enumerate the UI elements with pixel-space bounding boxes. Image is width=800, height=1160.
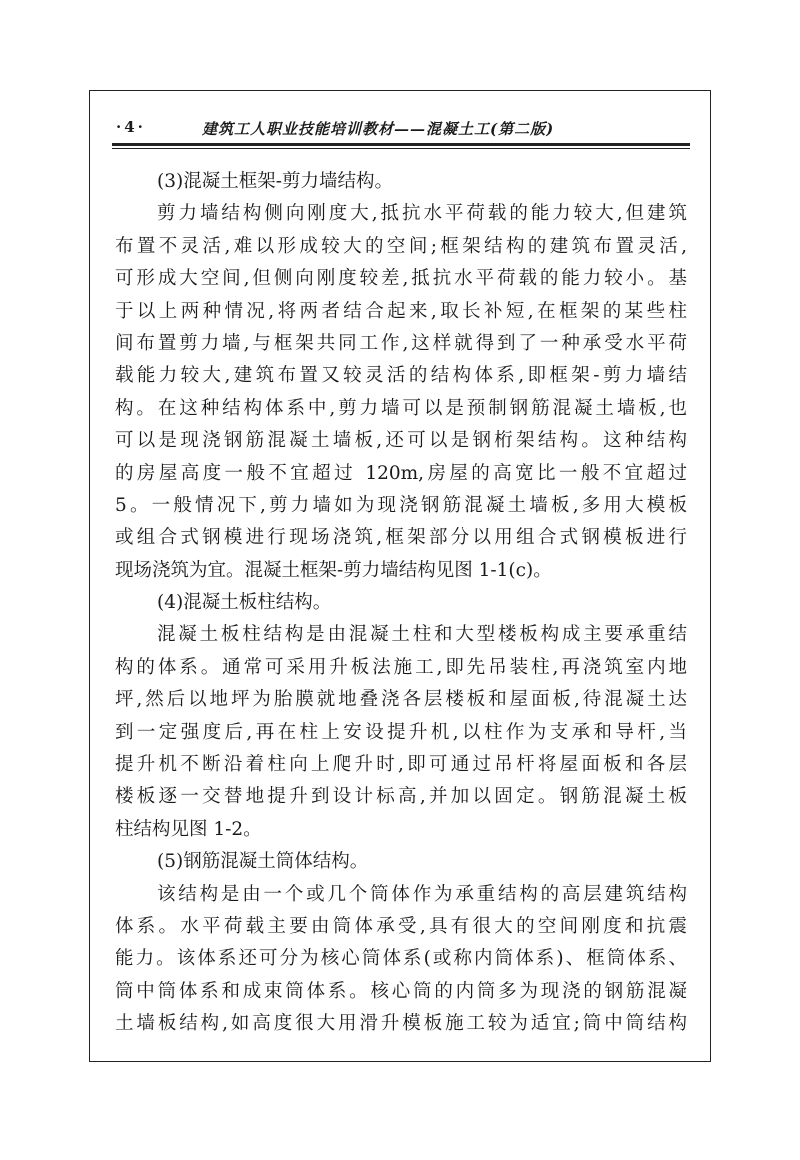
text-line: 的房屋高度一般不宜超过 120m,房屋的高宽比一般不宜超过 <box>115 462 687 484</box>
text-line: 现场浇筑为宜。混凝土框架-剪力墙结构见图 1-1(c)。 <box>115 559 552 581</box>
text-line: 构。在这种结构体系中,剪力墙可以是预制钢筋混凝土墙板,也 <box>115 397 687 419</box>
heading-slab-column: (4)混凝土板柱结构。 <box>157 592 332 614</box>
running-header <box>112 116 690 142</box>
text-line: 于以上两种情况,将两者结合起来,取长补短,在框架的某些柱 <box>115 300 687 322</box>
heading-tube-structure: (5)钢筋混凝土筒体结构。 <box>157 851 369 873</box>
text-line: 体系。水平荷载主要由筒体承受,具有很大的空间刚度和抗震 <box>115 915 687 937</box>
text-line: 土墙板结构,如高度很大用滑升模板施工较为适宜;筒中筒结构 <box>115 1013 687 1035</box>
text-line: 剪力墙结构侧向刚度大,抵抗水平荷载的能力较大,但建筑 <box>157 203 687 225</box>
text-line: 构的体系。通常可采用升板法施工,即先吊装柱,再浇筑室内地 <box>115 656 687 678</box>
header-rule-thick <box>112 143 690 146</box>
body-text <box>115 166 687 1041</box>
text-line: 布置不灵活,难以形成较大的空间;框架结构的建筑布置灵活, <box>115 235 687 257</box>
text-line: 5。一般情况下,剪力墙如为现浇钢筋混凝土墙板,多用大模板 <box>115 494 687 516</box>
text-line: 到一定强度后,再在柱上安设提升机,以柱作为支承和导杆,当 <box>115 721 687 743</box>
text-line: 或组合式钢模进行现场浇筑,框架部分以用组合式钢模板进行 <box>115 527 687 549</box>
heading-frame-shear-wall: (3)混凝土框架-剪力墙结构。 <box>157 171 393 192</box>
text-line: 间布置剪力墙,与框架共同工作,这样就得到了一种承受水平荷 <box>115 332 687 354</box>
text-line: 该结构是由一个或几个筒体作为承重结构的高层建筑结构 <box>157 883 687 905</box>
text-line: 可以是现浇钢筋混凝土墙板,还可以是钢桁架结构。这种结构 <box>115 430 687 452</box>
text-line: 楼板逐一交替地提升到设计标高,并加以固定。钢筋混凝土板 <box>115 786 687 808</box>
text-line: 载能力较大,建筑布置又较灵活的结构体系,即框架-剪力墙结 <box>115 365 687 387</box>
text-line: 能力。该体系还可分为核心筒体系(或称内筒体系)、框筒体系、 <box>115 948 687 970</box>
text-line: 坪,然后以地坪为胎膜就地叠浇各层楼板和屋面板,待混凝土达 <box>115 689 687 711</box>
header-rule-thin <box>112 148 690 149</box>
book-title: 建筑工人职业技能培训教材——混凝土工(第二版) <box>202 120 555 138</box>
text-line: 筒中筒体系和成束筒体系。核心筒的内筒多为现浇的钢筋混凝 <box>115 980 687 1002</box>
text-line: 可形成大空间,但侧向刚度较差,抵抗水平荷载的能力较小。基 <box>115 268 687 290</box>
page-number: ·4· <box>116 118 146 136</box>
text-line: 柱结构见图 1-2。 <box>115 818 262 840</box>
text-line: 混凝土板柱结构是由混凝土柱和大型楼板构成主要承重结 <box>157 624 687 646</box>
text-line: 提升机不断沿着柱向上爬升时,即可通过吊杆将屋面板和各层 <box>115 754 687 776</box>
